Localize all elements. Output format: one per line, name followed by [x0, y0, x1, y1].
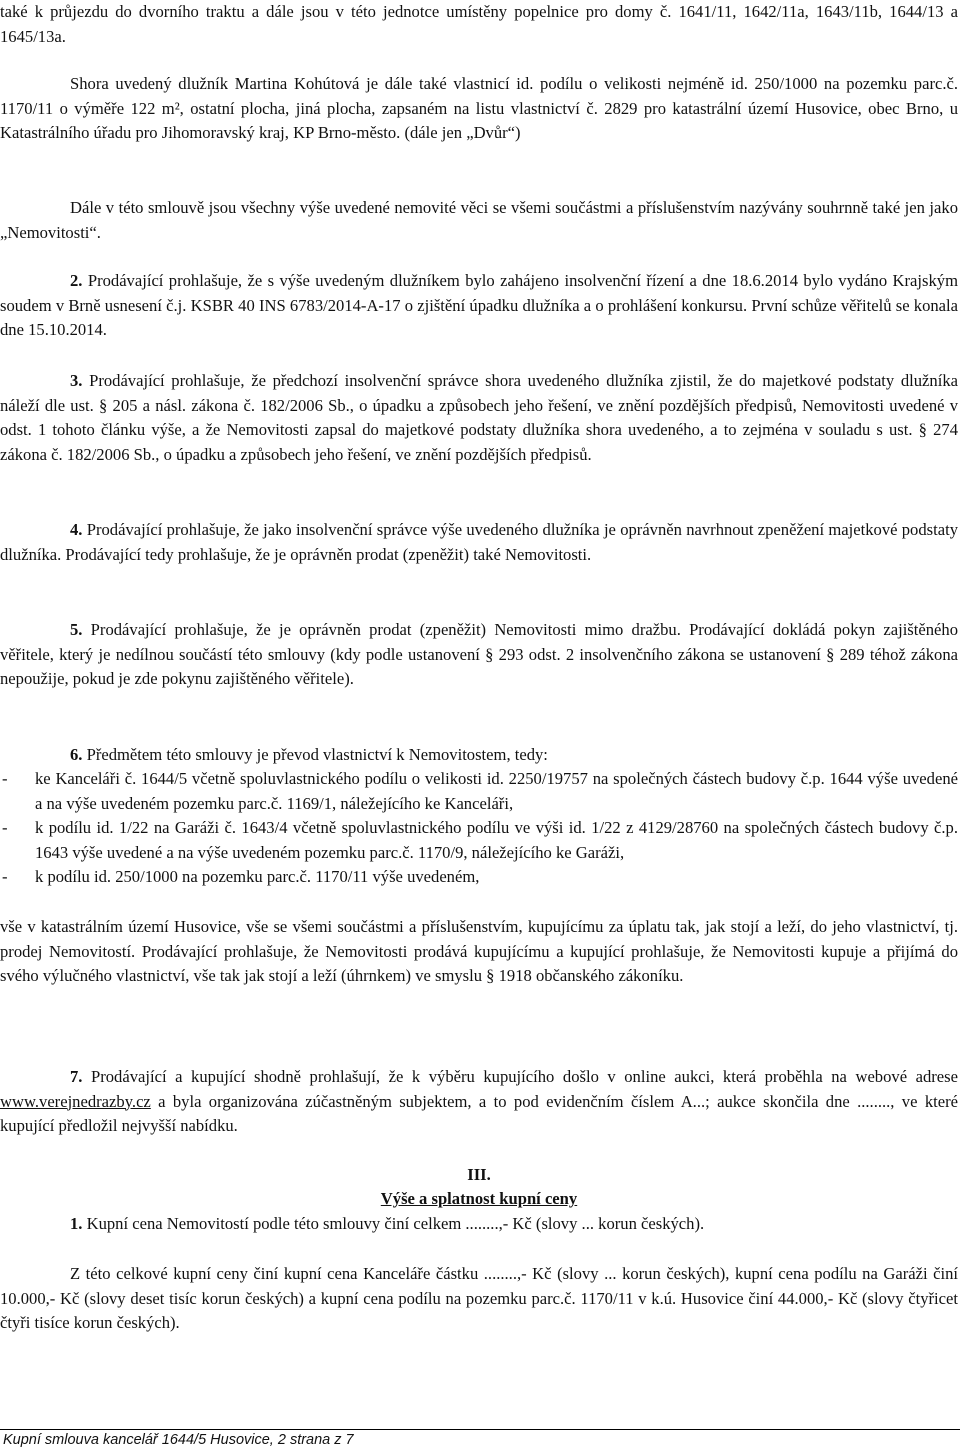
article-title — [0, 1187, 958, 1212]
article-title-text: Výše a splatnost kupní ceny — [380, 1189, 578, 1208]
auction-website-link[interactable]: www.verejnedrazby.cz — [0, 1091, 151, 1111]
section-5-number: 5. — [70, 620, 83, 639]
section-2-number: 2. — [70, 271, 83, 290]
section-7 — [0, 1065, 958, 1139]
section-4 — [0, 518, 958, 567]
article-paragraph-1-number: 1. — [70, 1214, 83, 1233]
paragraph-owner-share: Shora uvedený dlužník Martina Kohútová je dále také vlastnicí id. podílu o velikosti nejméně id. 250/1000 na pozemku parc.č. 1170/11 o výměře 122 m², ostatní plocha, jiná plocha, zapsaném na listu vlastnictví č. 2829 pro katastrální území Husovice, obec Brno, u Katastrálního úřadu pro Jihomoravský kraj, KP Brno-město. (dále jen „Dvůr“) — [0, 74, 958, 143]
section-5 — [0, 618, 958, 692]
article-number: III. — [467, 1165, 491, 1184]
paragraph-top: také k průjezdu do dvorního traktu a dále jsou v této jednotce umístěny popelnice pro domy č. 1641/11, 1642/11a, 1643/11b, 1644/13 a 1645/13a. — [0, 2, 958, 46]
section-4-text: Prodávající prohlašuje, že jako insolvenční správce výše uvedeného dlužníka je oprávněn navrhnout zpeněžení majetkové podstaty dlužníka. Prodávající tedy prohlašuje, že je oprávněn prodat (zpeněžit) také Nemovitosti. — [0, 520, 958, 564]
section-6-number: 6. — [70, 745, 83, 764]
section-2-text: Prodávající prohlašuje, že s výše uvedeným dlužníkem bylo zahájeno insolvenční řízení a dne 18.6.2014 bylo vydáno Krajským soudem v Brně usnesení č.j. KSBR 40 INS 6783/2014-A-17 o zjištění úpadku dlužníka a o prohlášení konkursu. První schůze věřitelů se konala dne 15.10.2014. — [0, 271, 958, 340]
list-item: - k podílu id. 1/22 na Garáži č. 1643/4 včetně spoluvlastnického podílu ve výši id. 1/22 z 4129/28760 na společných částech budovy č.p. 1643 výše uvedené a na výše uvedeném pozemku parc.č. 1170/9, náležejícího ke Garáži, — [2, 818, 958, 862]
section-5-text: Prodávající prohlašuje, že je oprávněn prodat (zpeněžit) Nemovitosti mimo dražbu. Prodávající dokládá pokyn zajištěného věřitele, který je nedílnou součástí této smlouvy (kdy podle ustanovení § 293 odst. 2 insolvenčního zákona se ustanovení § 289 téhož zákona nepoužije, pokud je zde pokynu zajištěného věřitele). — [0, 620, 958, 689]
list-item: - k podílu id. 250/1000 na pozemku parc.č. 1170/11 výše uvedeném, — [2, 867, 480, 887]
section-4-number: 4. — [70, 520, 83, 539]
section-6-text: Předmětem této smlouvy je převod vlastnictví k Nemovitostem, tedy: — [82, 745, 548, 764]
page-footer: Kupní smlouva kancelář 1644/5 Husovice, 2 strana z 7 — [3, 1432, 354, 1448]
article-paragraph-1-text: Kupní cena Nemovitostí podle této smlouvy činí celkem ........,- Kč (slovy ... korun českých). — [82, 1214, 705, 1233]
section-2 — [0, 269, 958, 343]
section-3-number: 3. — [70, 371, 83, 390]
article-paragraph-1 — [0, 1212, 958, 1237]
list-item: - ke Kanceláři č. 1644/5 včetně spoluvlastnického podílu o velikosti id. 2250/19757 na společných částech budovy č.p. 1644 výše uvedené a na výše uvedeném pozemku parc.č. 1169/1, náležejícího ke Kanceláři, — [2, 769, 958, 813]
section-6 — [0, 743, 958, 768]
section-3 — [0, 369, 958, 467]
section-6-list — [0, 767, 958, 890]
section-6-tail: vše v katastrálním území Husovice, vše se všemi součástmi a příslušenstvím, kupujícímu za úplatu tak, jak stojí a leží, do jeho vlastnictví, tj. prodej Nemovitostí. Prodávající prohlašuje, že Nemovitosti prodává kupujícímu a kupující prohlašuje, že Nemovitosti kupuje a přijímá do svého výlučného vlastnictví, vše tak jak stojí a leží (úhrnkem) ve smyslu § 1918 občanského zákoníku. — [0, 917, 958, 986]
section-7-text-b: a byla organizována zúčastněným subjektem, a to pod evidenčním číslem A...; aukce skončila dne ........, ve které kupující předložil nejvyšší nabídku. — [0, 1091, 958, 1136]
section-3-text: Prodávající prohlašuje, že předchozí insolvenční správce shora uvedeného dlužníka zjistil, že do majetkové podstaty dlužníka náleží dle ust. § 205 a násl. zákona č. 182/2006 Sb., o úpadku a způsobech jeho řešení, ve znění pozdějších předpisů, Nemovitosti uvedené v odst. 1 tohoto článku výše, a že Nemovitosti zapsal do majetkové podstaty dlužníka shora uvedeného, a to zejména v souladu s ust. § 274 zákona č. 182/2006 Sb., o úpadku a způsobech jeho řešení, ve znění pozdějších předpisů. — [0, 371, 958, 464]
article-paragraph-2: Z této celkové kupní ceny činí kupní cena Kanceláře částku ........,- Kč (slovy ... korun českých), kupní cena podílu na Garáži činí 10.000,- Kč (slovy deset tisíc korun českých) a kupní cena podílu na pozemku parc.č. 1170/11 v k.ú. Husovice činí 44.000,- Kč (slovy čtyřicet čtyři tisíce korun českých). — [0, 1264, 958, 1333]
paragraph-summary: Dále v této smlouvě jsou všechny výše uvedené nemovité věci se všemi součástmi a příslušenstvím nazývány souhrnně také jen jako „Nemovitosti“. — [0, 198, 958, 242]
section-7-text-a: Prodávající a kupující shodně prohlašují, že k výběru kupujícího došlo v online aukci, která proběhla na webové adrese — [82, 1067, 958, 1086]
section-7-number: 7. — [70, 1067, 83, 1086]
footer-divider — [0, 1429, 960, 1430]
